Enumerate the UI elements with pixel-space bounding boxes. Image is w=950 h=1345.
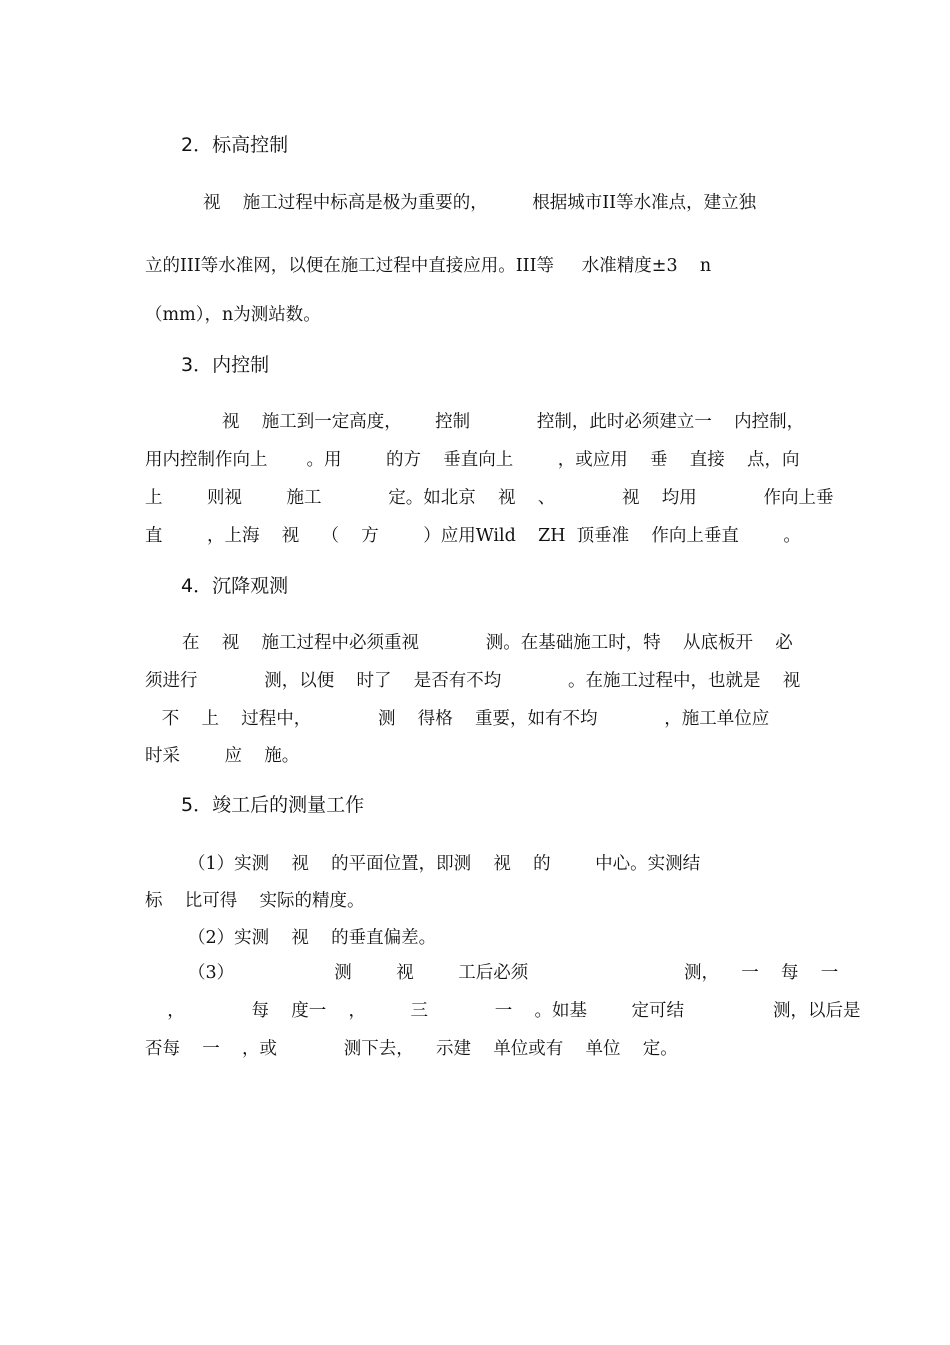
- section-5-line-4: （3） 测 视 工后必须 测， 一 每 一: [188, 963, 839, 983]
- section-2-line-2: 立的III等水准网，以便在施工过程中直接应用。III等 水准精度±3 n: [145, 256, 712, 276]
- section-4-line-3: 不 上 过程中， 测 得格 重要，如有不均 ，施工单位应: [145, 709, 770, 729]
- section-5-line-1: （1）实测 视 的平面位置，即测 视 的 中心。实测结: [188, 854, 701, 874]
- section-heading-5: 5．竣工后的测量工作: [181, 794, 365, 816]
- section-4-line-1: 在 视 施工过程中必须重视 测。在基础施工时，特 从底板开 必: [182, 633, 793, 653]
- section-3-line-1: 视 施工到一定高度， 控制 控制，此时必须建立一 内控制，: [222, 412, 805, 432]
- section-2-line-1: 视 施工过程中标高是极为重要的， 根据城市II等水准点，建立独: [203, 193, 757, 213]
- section-5-line-6: 否每 一 ，或 测下去， 示建 单位或有 单位 定。: [145, 1039, 678, 1059]
- section-4-line-2: 须进行 测，以便 时了 是否有不均 。在施工过程中，也就是 视: [145, 671, 801, 691]
- section-2-line-3: （mm），n为测站数。: [145, 305, 321, 325]
- section-heading-3: 3．内控制: [181, 354, 270, 376]
- section-5-line-5: ， 每 度一 ， 三 一 。如基 定可结 测，以后是: [145, 1001, 861, 1021]
- section-5-line-2: 标 比可得 实际的精度。: [145, 891, 365, 911]
- section-heading-4: 4．沉降观测: [181, 575, 289, 597]
- section-3-line-4: 直 ，上海 视 （ 方 ）应用Wild ZH 顶垂准 作向上垂直 。: [145, 526, 801, 546]
- section-heading-2: 2．标高控制: [181, 134, 289, 156]
- section-4-line-4: 时采 应 施。: [145, 746, 300, 766]
- section-3-line-3: 上 则视 施工 定。如北京 视 、 视 均用 作向上垂: [145, 488, 834, 508]
- section-3-line-2: 用内控制作向上 。用 的方 垂直向上 ，或应用 垂 直接 点，向: [145, 450, 800, 470]
- section-5-line-3: （2）实测 视 的垂直偏差。: [188, 928, 437, 948]
